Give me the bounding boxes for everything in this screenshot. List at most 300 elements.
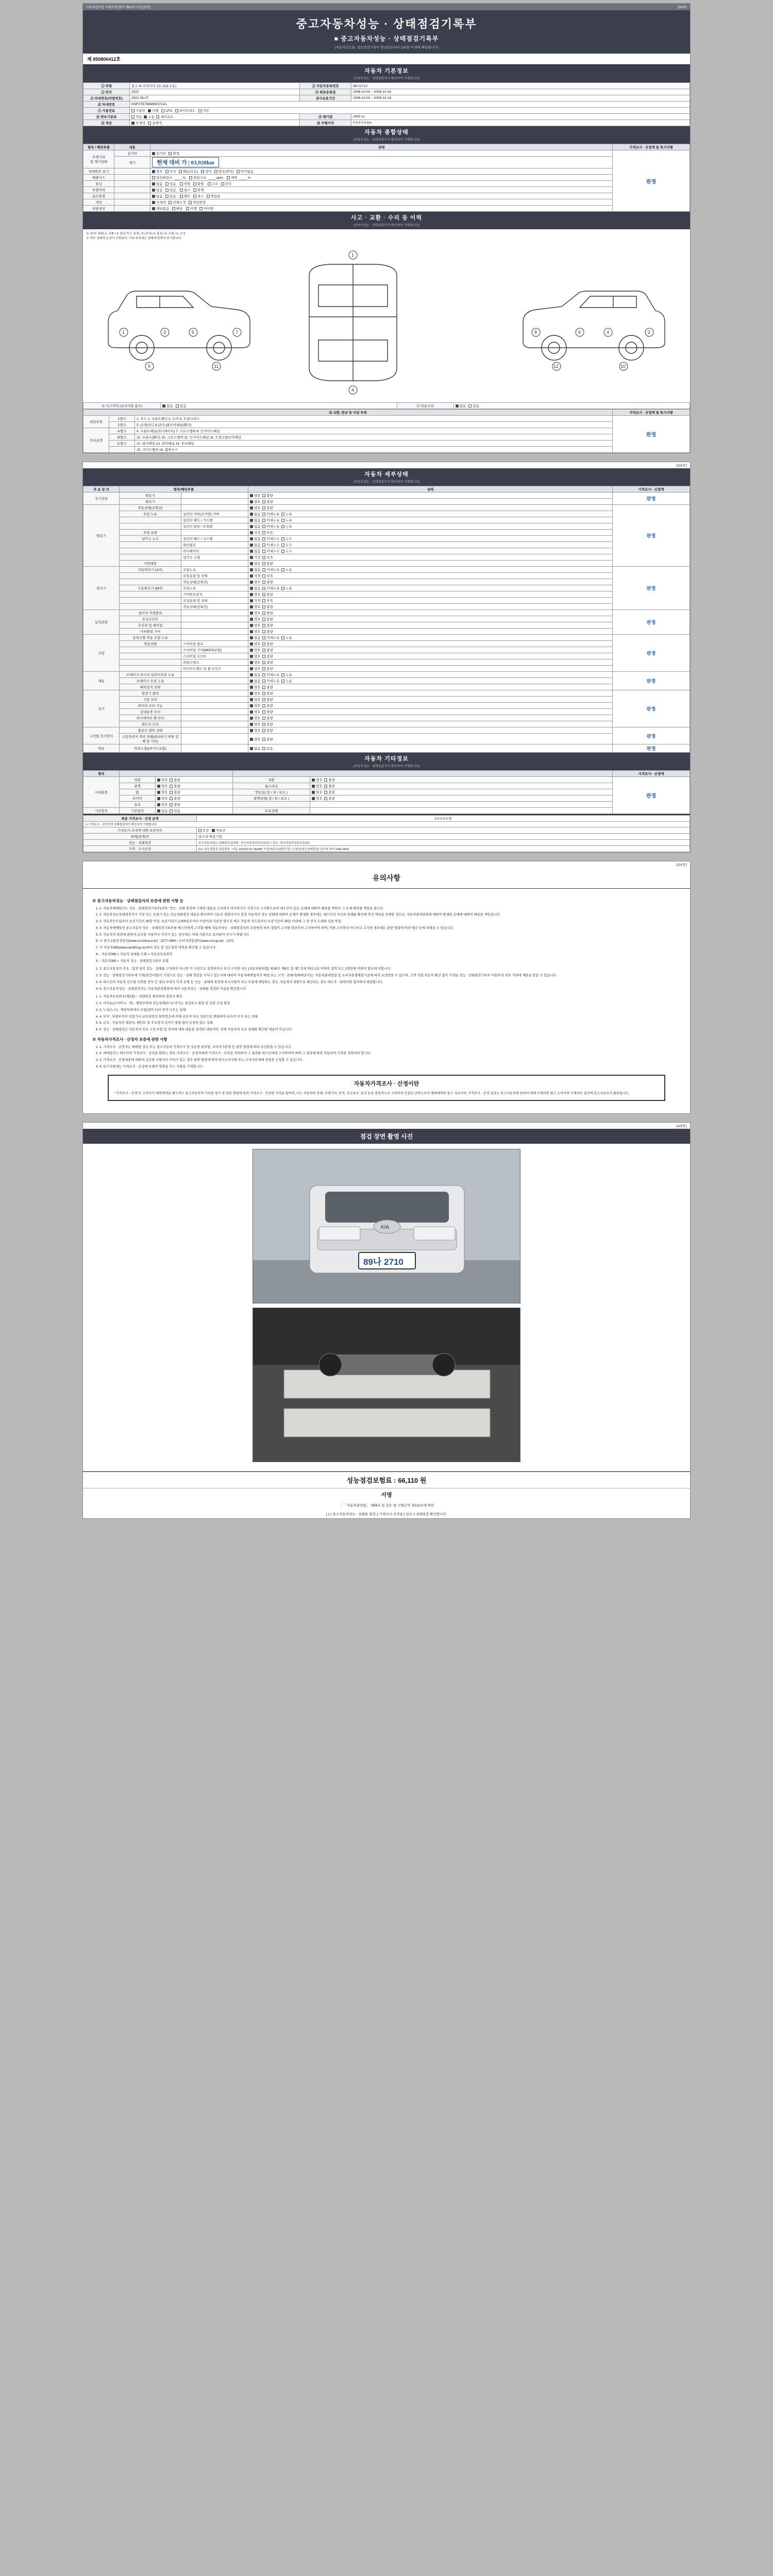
other-right-options[interactable] bbox=[310, 795, 613, 802]
checkbox-special-none[interactable] bbox=[152, 189, 155, 192]
detail-option-label: 적정 bbox=[254, 556, 261, 560]
checkbox-detail-option[interactable] bbox=[262, 655, 265, 658]
detail-option-label: 양호 bbox=[254, 494, 261, 498]
checkbox-mileage-actual[interactable] bbox=[152, 152, 155, 155]
checkbox-vin-damage[interactable] bbox=[179, 170, 182, 173]
checkbox-detail-option[interactable] bbox=[262, 550, 265, 553]
table-row bbox=[83, 157, 690, 168]
table-row bbox=[83, 573, 690, 579]
detail-item-options[interactable] bbox=[248, 573, 613, 579]
checkbox-detail-option[interactable] bbox=[281, 587, 284, 590]
row-vin-mark-opts[interactable]: 양호 부식 훼손(오손) 상이 변조(변타) 타각없음 bbox=[150, 168, 613, 175]
year-value: 2022 bbox=[130, 89, 300, 95]
checkbox-co[interactable] bbox=[152, 176, 155, 179]
checkbox-detail-option[interactable] bbox=[262, 673, 265, 676]
checkbox-detail-option[interactable] bbox=[262, 506, 265, 510]
checkbox-tuning-device[interactable] bbox=[221, 182, 224, 185]
table-row bbox=[83, 422, 690, 428]
checkbox-other-option[interactable] bbox=[170, 791, 173, 794]
checkbox-detail-option[interactable] bbox=[250, 599, 253, 602]
detail-item-options[interactable] bbox=[248, 727, 613, 734]
detail-item-options[interactable] bbox=[248, 493, 613, 499]
mile-label: ⑩ 주행거리 bbox=[300, 120, 351, 126]
mileage-handwritten: 현재 대비 가 | 03,920km bbox=[152, 157, 219, 167]
checkbox-usage-business[interactable] bbox=[207, 195, 210, 198]
detail-item-options[interactable] bbox=[248, 505, 613, 511]
detail-item-options[interactable] bbox=[248, 697, 613, 703]
checkbox-detail-option[interactable] bbox=[250, 500, 253, 503]
price-company-value: 중고차 매집기업 bbox=[197, 834, 690, 840]
detail-item-label bbox=[120, 554, 181, 561]
table-row bbox=[83, 616, 690, 622]
detail-item-options[interactable] bbox=[248, 536, 613, 542]
detail-item-options[interactable] bbox=[248, 511, 613, 517]
checkbox-other-option[interactable] bbox=[157, 809, 160, 812]
checkbox-mileage-changed[interactable] bbox=[169, 152, 172, 155]
checkbox-other-right-option[interactable] bbox=[312, 778, 315, 782]
checkbox-detail-option[interactable] bbox=[262, 593, 265, 596]
checkbox-detail-option[interactable] bbox=[262, 587, 265, 590]
checkbox-detail-option[interactable] bbox=[262, 661, 265, 664]
other-right-option-label: 양호 bbox=[316, 785, 323, 788]
detail-item-options[interactable] bbox=[248, 641, 613, 647]
checkbox-other-option[interactable] bbox=[170, 809, 173, 812]
checkbox-detail-option[interactable] bbox=[262, 642, 265, 646]
checkbox-detail-option[interactable] bbox=[250, 636, 253, 639]
checkbox-detail-option[interactable] bbox=[262, 667, 265, 670]
row-colorchange-opts[interactable]: 무채색 전체도색 색상변경 bbox=[150, 199, 613, 206]
checkbox-detail-option[interactable] bbox=[250, 723, 253, 726]
mile-value: 0 0 0 0 0 km bbox=[351, 120, 690, 126]
detail-item-sublabel bbox=[181, 744, 248, 753]
checkbox-detail-option[interactable] bbox=[262, 544, 265, 547]
detail-item-label: 디퍼렌셜 기어 bbox=[120, 629, 181, 635]
checkbox-other-option[interactable] bbox=[170, 785, 173, 788]
detail-item-options[interactable] bbox=[248, 709, 613, 715]
checkbox-color-achromatic[interactable] bbox=[131, 122, 135, 125]
checkbox-detail-option[interactable] bbox=[262, 704, 265, 707]
checkbox-usage-none[interactable] bbox=[152, 195, 155, 198]
rank-d bbox=[109, 447, 135, 453]
checkbox-detail-option[interactable] bbox=[250, 642, 253, 646]
checkbox-other-option[interactable] bbox=[157, 785, 160, 788]
checkbox-detail-option[interactable] bbox=[250, 738, 253, 741]
table-row bbox=[83, 834, 690, 840]
checkbox-other-option[interactable] bbox=[170, 797, 173, 800]
checkbox-detail-option[interactable] bbox=[250, 729, 253, 732]
checkbox-usage-yes[interactable] bbox=[165, 195, 169, 198]
checkbox-other-right-option[interactable] bbox=[312, 785, 315, 788]
other-right-options[interactable] bbox=[310, 808, 613, 814]
table-row bbox=[83, 816, 690, 822]
other-right-options[interactable] bbox=[310, 789, 613, 795]
checkbox-detail-option[interactable] bbox=[262, 692, 265, 695]
detail-item-options[interactable] bbox=[248, 517, 613, 523]
trans-option-label: 자동 bbox=[136, 115, 142, 119]
detail-item-options[interactable] bbox=[248, 684, 613, 690]
car-diagram bbox=[86, 245, 687, 399]
checkbox-detail-option[interactable] bbox=[250, 537, 253, 540]
detail-item-options[interactable] bbox=[248, 672, 613, 678]
checkbox-detail-option[interactable] bbox=[250, 544, 253, 547]
checkbox-warranty-no[interactable] bbox=[212, 829, 215, 832]
notice-item: 9. - 자동차365 > 자동차 성능 · 상태점검기록부 조회 bbox=[99, 959, 681, 964]
checkbox-detail-option[interactable] bbox=[281, 550, 284, 553]
other-left-options[interactable] bbox=[156, 777, 233, 783]
checkbox-detail-option[interactable] bbox=[281, 680, 284, 683]
checkbox-detail-option[interactable] bbox=[250, 704, 253, 707]
checkbox-detail-option[interactable] bbox=[262, 630, 265, 633]
checkbox-trans-manual[interactable] bbox=[144, 115, 147, 118]
other-left-options[interactable] bbox=[156, 802, 233, 808]
checkbox-detail-option[interactable] bbox=[281, 519, 284, 522]
detail-item-options[interactable] bbox=[248, 703, 613, 709]
detail-item-sublabel bbox=[181, 703, 248, 709]
checkbox-detail-option[interactable] bbox=[281, 636, 284, 639]
checkbox-special-fire[interactable] bbox=[193, 189, 196, 192]
checkbox-fuel-etc[interactable] bbox=[198, 109, 201, 112]
detail-item-options[interactable] bbox=[248, 721, 613, 727]
checkbox-detail-option[interactable] bbox=[250, 747, 253, 750]
row-emission-opts[interactable]: 일산화탄소 ____ % 탄화수소 ____ ppm 매연 ____ % bbox=[150, 175, 613, 181]
checkbox-tuning-yes[interactable] bbox=[165, 182, 169, 185]
checkbox-detail-option[interactable] bbox=[262, 729, 265, 732]
checkbox-detail-option[interactable] bbox=[250, 618, 253, 621]
other-left-label: 광택 bbox=[120, 783, 156, 789]
checkbox-detail-option[interactable] bbox=[262, 556, 265, 559]
checkbox-other-right-option[interactable] bbox=[312, 791, 315, 794]
detail-item-label bbox=[120, 647, 181, 653]
other-right-options[interactable] bbox=[310, 802, 613, 808]
checkbox-special-flood[interactable] bbox=[180, 189, 183, 192]
table-row bbox=[83, 734, 690, 744]
checkbox-warranty-yes[interactable] bbox=[198, 829, 201, 832]
checkbox-accident-none[interactable] bbox=[162, 404, 165, 408]
notice-more-list bbox=[99, 967, 681, 991]
checkbox-other-option[interactable] bbox=[157, 797, 160, 800]
checkbox-detail-option[interactable] bbox=[262, 537, 265, 540]
checkbox-detail-option[interactable] bbox=[250, 680, 253, 683]
row-tuning-sub bbox=[114, 181, 150, 187]
detail-item-options[interactable] bbox=[248, 635, 613, 641]
detail-item-options[interactable] bbox=[248, 604, 613, 610]
checkbox-detail-option[interactable] bbox=[262, 636, 265, 639]
checkbox-other-right-option[interactable] bbox=[312, 797, 315, 800]
checkbox-detail-option[interactable] bbox=[250, 506, 253, 510]
checkbox-fuel-lpg[interactable] bbox=[161, 109, 164, 112]
detail-option-label: 없음 bbox=[254, 544, 261, 547]
checkbox-tuning-legal[interactable] bbox=[180, 182, 183, 185]
detail-item-options[interactable] bbox=[248, 629, 613, 635]
checkbox-detail-option[interactable] bbox=[262, 562, 265, 565]
checkbox-detail-option[interactable] bbox=[250, 667, 253, 670]
checkbox-color-changed[interactable] bbox=[189, 201, 192, 204]
detail-item-options[interactable] bbox=[248, 659, 613, 666]
row-special-opts[interactable]: 없음 있음 침수 화재 bbox=[150, 187, 613, 193]
checkbox-detail-option[interactable] bbox=[262, 581, 265, 584]
col-other-price: 가격조사 · 산정액 bbox=[613, 771, 690, 777]
checkbox-hc[interactable] bbox=[189, 176, 192, 179]
checkbox-recall-na[interactable] bbox=[152, 207, 155, 210]
checkbox-fuel-gasoline[interactable] bbox=[131, 109, 135, 112]
checkbox-other-right-option[interactable] bbox=[324, 785, 327, 788]
table-row bbox=[83, 610, 690, 616]
checkbox-detail-option[interactable] bbox=[262, 717, 265, 720]
checkbox-usage-rent[interactable] bbox=[180, 195, 183, 198]
checkbox-detail-option[interactable] bbox=[250, 717, 253, 720]
other-left-options[interactable] bbox=[156, 795, 233, 802]
checkbox-detail-option[interactable] bbox=[250, 525, 253, 528]
detail-item-sublabel: 파워크랭크 bbox=[181, 659, 248, 666]
checkbox-detail-option[interactable] bbox=[262, 574, 265, 578]
detail-item-options[interactable] bbox=[248, 690, 613, 697]
row-tuning-label: 튜닝 bbox=[83, 181, 114, 187]
rank-b: B랭크 bbox=[109, 434, 135, 440]
detail-item-options[interactable] bbox=[248, 666, 613, 672]
checkbox-special-yes[interactable] bbox=[165, 189, 169, 192]
detail-item-options[interactable] bbox=[248, 542, 613, 548]
warranty-opt-label: 보증 bbox=[203, 829, 209, 833]
checkbox-tuning-structure[interactable] bbox=[208, 182, 211, 185]
detail-item-options[interactable] bbox=[248, 744, 613, 753]
checkbox-detail-option[interactable] bbox=[262, 624, 265, 627]
detail-item-options[interactable] bbox=[248, 591, 613, 598]
checkbox-trans-auto[interactable] bbox=[131, 115, 135, 118]
checkbox-detail-option[interactable] bbox=[250, 605, 253, 608]
detail-option-label: 양호 bbox=[254, 649, 261, 652]
checkbox-detail-option[interactable] bbox=[262, 500, 265, 503]
detail-item-options[interactable] bbox=[248, 499, 613, 505]
detail-item-options[interactable] bbox=[248, 554, 613, 561]
detail-item-label: 구동축전지 격리 상태(관리하기 위한 밀폐 및 기타) bbox=[120, 734, 181, 744]
checkbox-other-option[interactable] bbox=[157, 791, 160, 794]
table-row bbox=[83, 795, 690, 802]
checkbox-detail-option[interactable] bbox=[262, 605, 265, 608]
detail-item-sublabel bbox=[181, 635, 248, 641]
checkbox-detail-option[interactable] bbox=[250, 513, 253, 516]
checkbox-detail-option[interactable] bbox=[262, 494, 265, 497]
checkbox-other-right-option[interactable] bbox=[324, 791, 327, 794]
checkbox-detail-option[interactable] bbox=[262, 738, 265, 741]
fuel-options[interactable] bbox=[130, 108, 690, 114]
detail-item-options[interactable] bbox=[248, 647, 613, 653]
row-usage-opts[interactable]: 없음 있음 렌트 리스 영업용 bbox=[150, 193, 613, 199]
other-right-option-label: 양호 bbox=[316, 797, 323, 801]
checkbox-recall-done[interactable] bbox=[186, 207, 189, 210]
trans-option-label: 세미오토 bbox=[160, 115, 174, 119]
checkbox-detail-option[interactable] bbox=[250, 519, 253, 522]
detail-item-options[interactable] bbox=[248, 523, 613, 530]
detail-option-label: 불량 bbox=[266, 500, 273, 504]
row-recall-opts[interactable]: 해당없음 해당 이행 미이행 bbox=[150, 206, 613, 212]
final-price-label: 최종 가격조사 · 산정 금액 bbox=[83, 816, 197, 822]
checkbox-other-right-option[interactable] bbox=[324, 778, 327, 782]
detail-item-options[interactable] bbox=[248, 567, 613, 573]
other-left-label: 외관 bbox=[120, 777, 156, 783]
checkbox-detail-option[interactable] bbox=[250, 556, 253, 559]
checkbox-detail-option[interactable] bbox=[262, 531, 265, 534]
checkbox-accident-yes[interactable] bbox=[176, 404, 179, 408]
row-tuning-opts[interactable]: 없음 있음 적법 불법 구조 장치 bbox=[150, 181, 613, 187]
checkbox-usage-lease[interactable] bbox=[193, 195, 196, 198]
checkbox-recall-yes[interactable] bbox=[172, 207, 175, 210]
checkbox-detail-option[interactable] bbox=[250, 698, 253, 701]
checkbox-detail-option[interactable] bbox=[262, 723, 265, 726]
checkbox-detail-option[interactable] bbox=[281, 537, 284, 540]
checkbox-detail-option[interactable] bbox=[250, 574, 253, 578]
checkbox-detail-option[interactable] bbox=[262, 710, 265, 714]
checkbox-simple-yes[interactable] bbox=[468, 404, 472, 408]
checkbox-recall-notdone[interactable] bbox=[199, 207, 203, 210]
checkbox-detail-option[interactable] bbox=[250, 562, 253, 565]
checkbox-detail-option[interactable] bbox=[262, 747, 265, 750]
checkbox-tuning-none[interactable] bbox=[152, 182, 155, 185]
checkbox-trans-semi[interactable] bbox=[156, 115, 159, 118]
svg-text:4: 4 bbox=[351, 387, 355, 393]
detail-option-label: 불량 bbox=[266, 624, 273, 628]
table-row bbox=[83, 120, 690, 126]
detail-item-options[interactable] bbox=[248, 548, 613, 554]
checkbox-detail-option[interactable] bbox=[250, 655, 253, 658]
checkbox-detail-option[interactable] bbox=[281, 673, 284, 676]
checkbox-detail-option[interactable] bbox=[250, 630, 253, 633]
checkbox-detail-option[interactable] bbox=[262, 686, 265, 689]
checkbox-detail-option[interactable] bbox=[250, 587, 253, 590]
detail-item-sublabel: 스티어링 조인트 bbox=[181, 653, 248, 659]
checkbox-color-full-paint[interactable] bbox=[169, 201, 172, 204]
detail-option-label: 불량 bbox=[266, 710, 273, 714]
checkbox-detail-option[interactable] bbox=[262, 519, 265, 522]
other-left-options[interactable] bbox=[156, 783, 233, 789]
checkbox-detail-option[interactable] bbox=[250, 692, 253, 695]
checkbox-detail-option[interactable] bbox=[281, 525, 284, 528]
checkbox-vin-different[interactable] bbox=[201, 170, 204, 173]
checkbox-vin-none[interactable] bbox=[237, 170, 240, 173]
other-option-label: 불량 bbox=[174, 785, 180, 788]
detail-price-cell bbox=[613, 610, 690, 635]
checkbox-detail-option[interactable] bbox=[250, 710, 253, 714]
detail-item-options[interactable] bbox=[248, 715, 613, 721]
checkbox-fuel-hybrid[interactable] bbox=[175, 109, 178, 112]
price-warranty-opts[interactable] bbox=[197, 827, 690, 834]
checkbox-detail-option[interactable] bbox=[281, 544, 284, 547]
other-right-options[interactable] bbox=[310, 777, 613, 783]
checkbox-detail-option[interactable] bbox=[250, 550, 253, 553]
detail-item-options[interactable] bbox=[248, 530, 613, 536]
detail-item-options[interactable] bbox=[248, 622, 613, 629]
checkbox-detail-option[interactable] bbox=[262, 698, 265, 701]
detail-price-cell bbox=[613, 635, 690, 672]
checkbox-detail-option[interactable] bbox=[262, 612, 265, 615]
checkbox-smoke[interactable] bbox=[227, 176, 230, 179]
detail-item-options[interactable] bbox=[248, 610, 613, 616]
accident-history-opts[interactable] bbox=[161, 403, 397, 409]
detail-item-options[interactable] bbox=[248, 653, 613, 659]
row-mileage-opts[interactable]: 실거리 변경 bbox=[150, 150, 613, 157]
other-right-options[interactable] bbox=[310, 783, 613, 789]
checkbox-detail-option[interactable] bbox=[250, 581, 253, 584]
detail-item-options[interactable] bbox=[248, 734, 613, 744]
checkbox-other-option[interactable] bbox=[170, 778, 173, 782]
detail-item-label: 실내송풍 모터 bbox=[120, 709, 181, 715]
detail-item-options[interactable] bbox=[248, 585, 613, 591]
checkbox-vin-corrosion[interactable] bbox=[165, 170, 169, 173]
detail-item-options[interactable] bbox=[248, 678, 613, 684]
checkbox-vin-good[interactable] bbox=[152, 170, 155, 173]
detail-item-options[interactable] bbox=[248, 561, 613, 567]
other-left-options[interactable] bbox=[156, 808, 233, 814]
checkbox-detail-option[interactable] bbox=[250, 531, 253, 534]
other-rating-value: 판정 bbox=[646, 793, 657, 799]
accident-rating-value: 판정 bbox=[646, 432, 657, 438]
simple-repair-opts[interactable] bbox=[453, 403, 690, 409]
checkbox-detail-option[interactable] bbox=[250, 661, 253, 664]
detail-item-options[interactable] bbox=[248, 616, 613, 622]
checkbox-detail-option[interactable] bbox=[250, 612, 253, 615]
checkbox-detail-option[interactable] bbox=[250, 568, 253, 571]
detail-item-options[interactable] bbox=[248, 598, 613, 604]
section-detail-header bbox=[83, 468, 690, 486]
checkbox-detail-option[interactable] bbox=[250, 593, 253, 596]
fee-value: 66,110 원 bbox=[398, 1477, 427, 1485]
checkbox-detail-option[interactable] bbox=[262, 513, 265, 516]
color-option-label: 무채색 bbox=[136, 122, 145, 125]
checkbox-detail-option[interactable] bbox=[250, 673, 253, 676]
checkbox-detail-option[interactable] bbox=[281, 513, 284, 516]
detail-group-label: 동력전달 bbox=[83, 610, 120, 635]
trans-options[interactable] bbox=[130, 114, 300, 120]
detail-option-label: 없음 bbox=[254, 568, 261, 572]
checkbox-detail-option[interactable] bbox=[262, 649, 265, 652]
checkbox-detail-option[interactable] bbox=[262, 525, 265, 528]
checkbox-other-right-option[interactable] bbox=[324, 797, 327, 800]
checkbox-detail-option[interactable] bbox=[262, 599, 265, 602]
document-number bbox=[83, 54, 690, 65]
detail-option-label: 누수 bbox=[285, 537, 292, 541]
checkbox-tuning-illegal[interactable] bbox=[193, 182, 196, 185]
detail-option-label: 불량 bbox=[266, 630, 273, 634]
checkbox-detail-option[interactable] bbox=[281, 568, 284, 571]
checkbox-other-option[interactable] bbox=[157, 778, 160, 782]
other-left-options[interactable] bbox=[156, 789, 233, 795]
checkbox-simple-none[interactable] bbox=[456, 404, 459, 408]
checkbox-detail-option[interactable] bbox=[262, 680, 265, 683]
row-special-label: 특별이력 bbox=[83, 187, 114, 193]
checkbox-color-chromatic[interactable] bbox=[148, 122, 151, 125]
checkbox-detail-option[interactable] bbox=[262, 618, 265, 621]
simple-opt-label: 있음 bbox=[473, 404, 480, 408]
form-legal-ref: 자동차관리법 시행규칙 [별지 제82호서식] (앞쪽) bbox=[86, 6, 151, 9]
detail-item-sublabel: 실린더 커버(로커암) 커버 bbox=[181, 511, 248, 517]
checkbox-vin-altered[interactable] bbox=[214, 170, 217, 173]
table-row bbox=[83, 659, 690, 666]
checkbox-detail-option[interactable] bbox=[250, 649, 253, 652]
checkbox-other-option[interactable] bbox=[157, 803, 160, 806]
checkbox-detail-option[interactable] bbox=[250, 494, 253, 497]
detail-group-label: 고전원 전기장치 bbox=[83, 727, 120, 744]
checkbox-detail-option[interactable] bbox=[262, 568, 265, 571]
checkbox-other-option[interactable] bbox=[170, 803, 173, 806]
checkbox-detail-option[interactable] bbox=[250, 686, 253, 689]
checkbox-fuel-diesel[interactable] bbox=[148, 109, 151, 112]
detail-rating-value: 판정 bbox=[646, 679, 656, 684]
detail-item-options[interactable] bbox=[248, 579, 613, 585]
reg-no-label: ② 자동차등록번호 bbox=[300, 83, 351, 89]
detail-item-label: 브레이크 마스터 실린더오일 누유 bbox=[120, 672, 181, 678]
checkbox-detail-option[interactable] bbox=[250, 624, 253, 627]
color-options[interactable] bbox=[130, 120, 300, 126]
checkbox-color-original[interactable] bbox=[152, 201, 155, 204]
